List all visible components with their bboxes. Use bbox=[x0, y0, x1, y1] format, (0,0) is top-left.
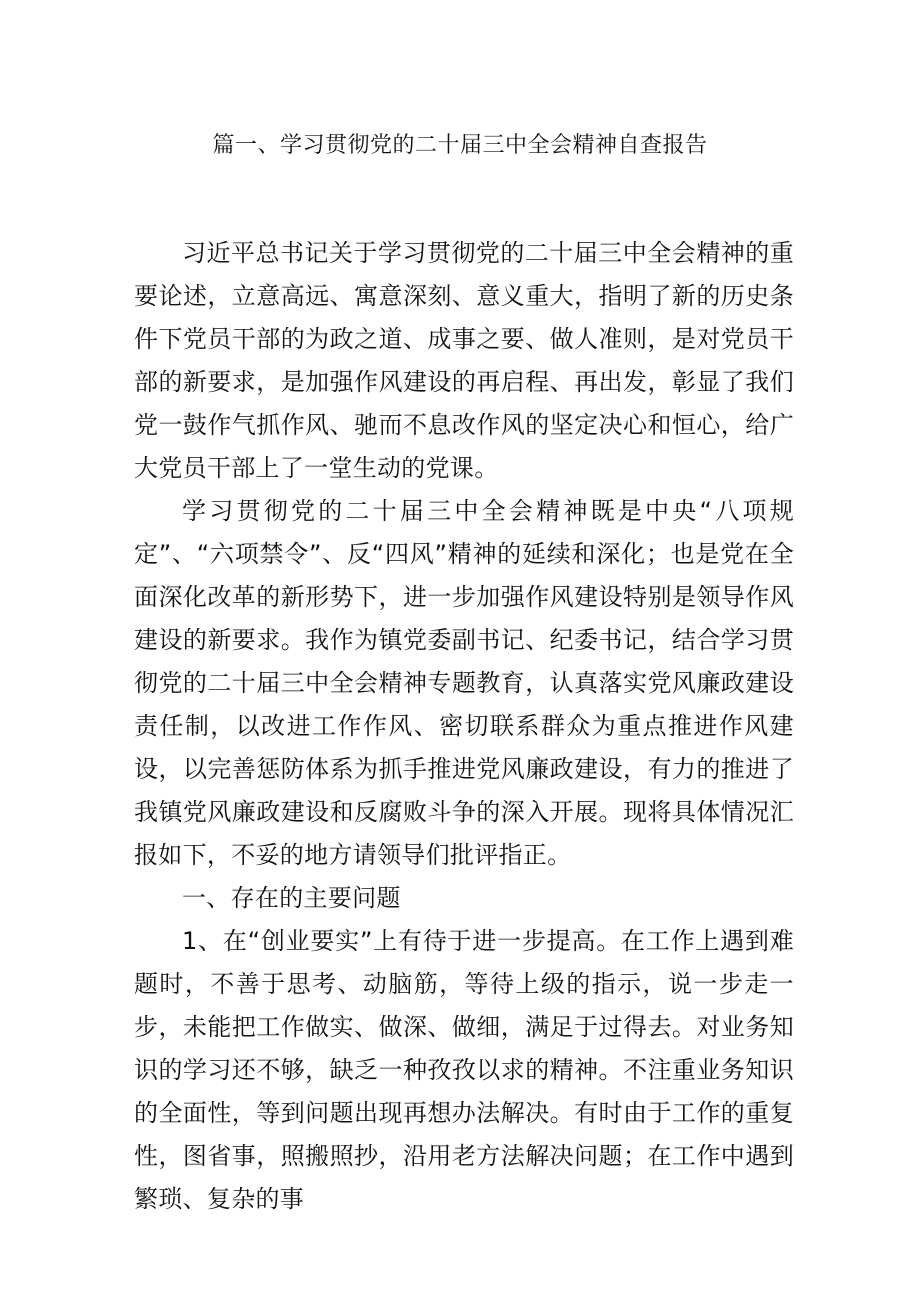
document-title: 篇一、学习贯彻党的二十届三中全会精神自查报告 bbox=[212, 133, 708, 158]
paragraph-context: 学习贯彻党的二十届三中全会精神既是中央“八项规定”、“六项禁令”、反“四风”精神的延续和深化；也是党在全面深化改革的新形势下，进一步加强作风建设特别是领导作风建设的新要求。我作为镇党委副书记、纪委书记，结合学习贯彻党的二十届三中全会精神专题教育，认真落实党风廉政建设责任制，以改进工作作风、密切联系群众为重点推进作风建设，以完善惩防体系为抓手推进党风廉政建设，有力的推进了我镇党风廉政建设和反腐败斗争的深入开展。现将具体情况汇报如下，不妥的地方请领导们批评指正。 bbox=[134, 497, 794, 869]
document-body bbox=[134, 232, 794, 1221]
paragraph-issue-1: 1、在“创业要实”上有待于进一步提高。在工作上遇到难题时，不善于思考、动脑筋，等待上级的指示，说一步走一步，未能把工作做实、做深、做细，满足于过得去。对业务知识的学习还不够，缺乏一种孜孜以求的精神。不注重业务知识的全面性，等到问题出现再想办法解决。有时由于工作的重复性，图省事，照搬照抄，沿用老方法解决问题；在工作中遇到繁琐、复杂的事 bbox=[134, 927, 794, 1213]
paragraph-intro: 习近平总书记关于学习贯彻党的二十届三中全会精神的重要论述，立意高远、寓意深刻、意义重大，指明了新的历史条件下党员干部的为政之道、成事之要、做人准则，是对党员干部的新要求，是加强作风建设的再启程、再出发，彰显了我们党一鼓作气抓作风、驰而不息改作风的坚定决心和恒心，给广大党员干部上了一堂生动的党课。 bbox=[134, 239, 794, 482]
section-heading: 一、存在的主要问题 bbox=[182, 884, 401, 912]
